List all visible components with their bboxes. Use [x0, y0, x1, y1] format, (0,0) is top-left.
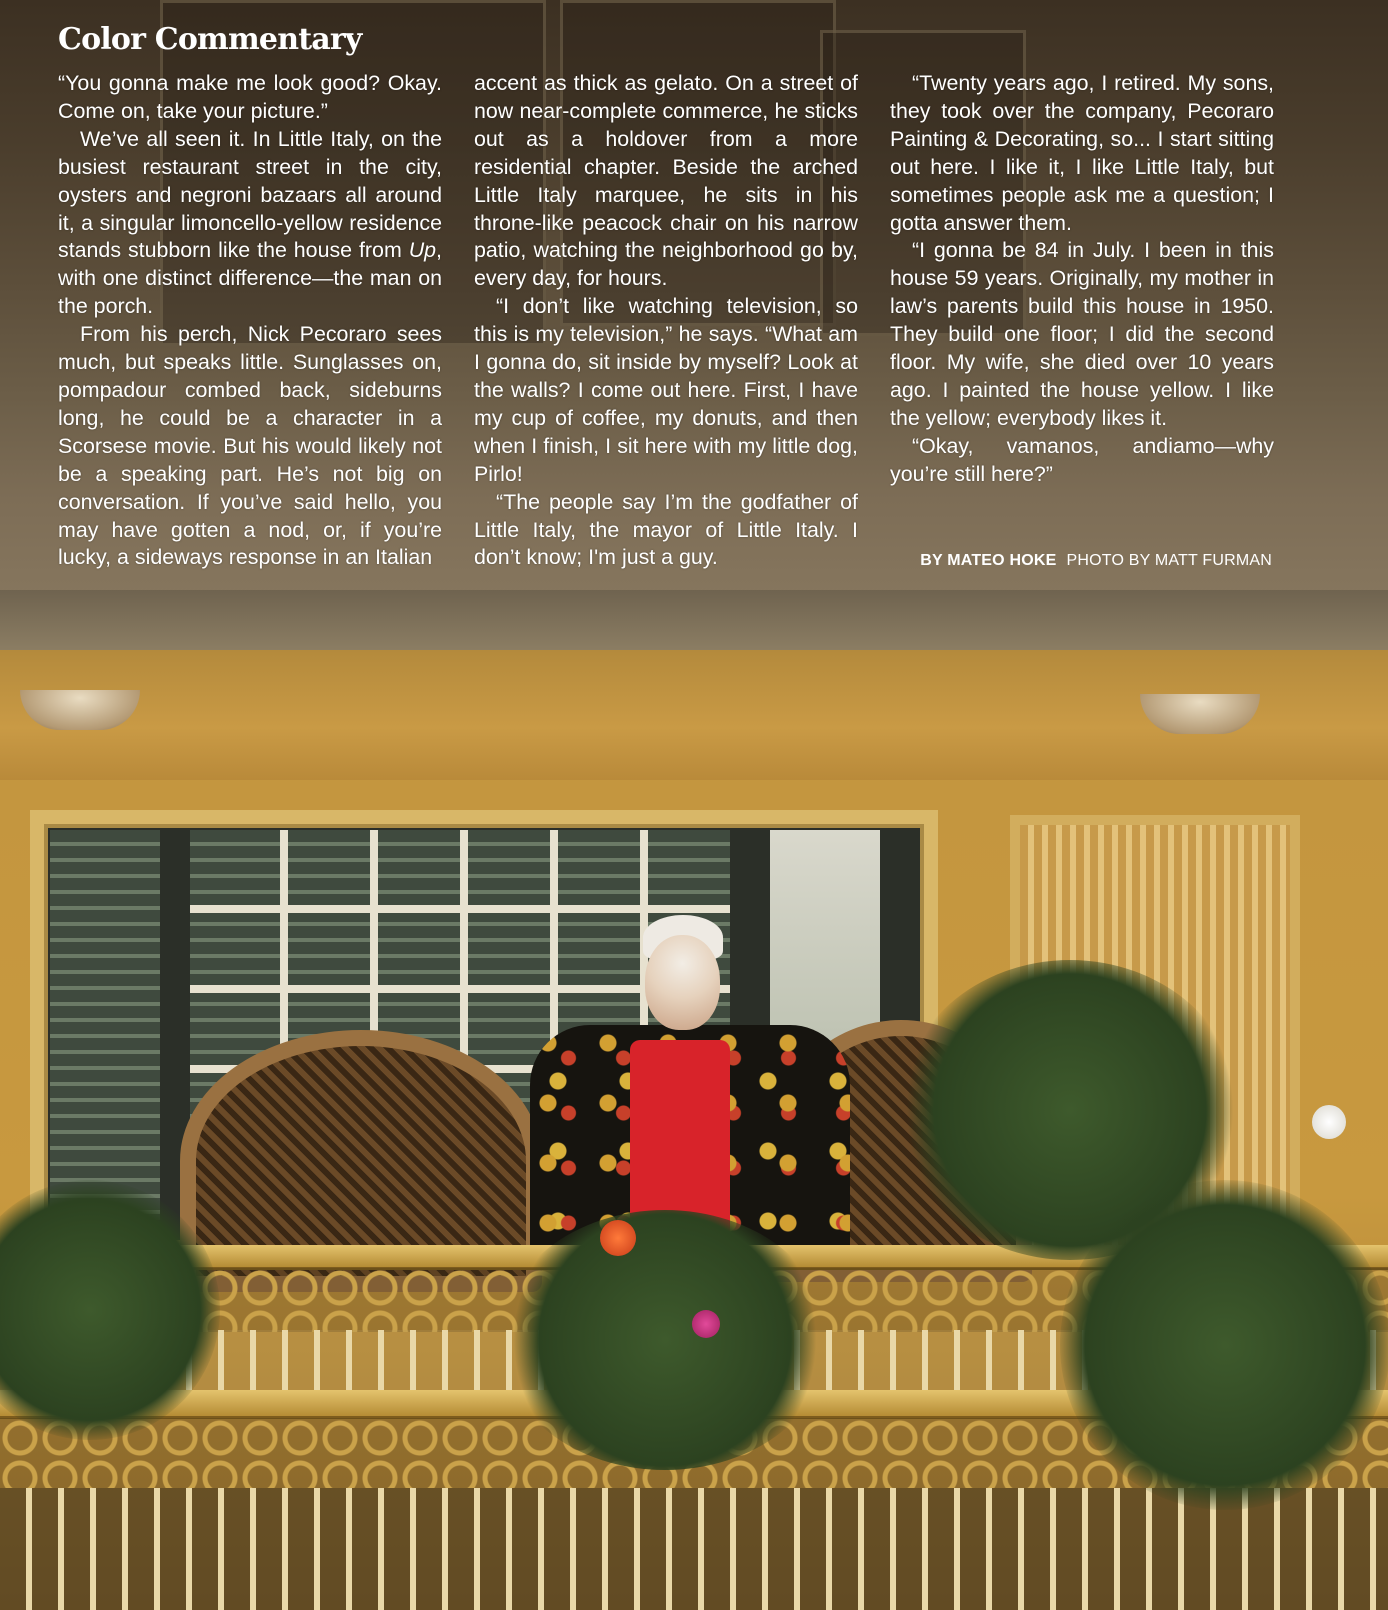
paragraph: “I don’t like watching television, so this is my television,” he says. “What am I gonna do, sit inside by myself? Look at the walls? I come out here. First, I have my cup of coffee, my donuts, and then when I finish, I sit here with my little dog, Pirlo! — [474, 294, 858, 486]
white-rose — [1312, 1105, 1346, 1139]
paragraph: “Okay, vamanos, andiamo—why you’re still here?” — [890, 433, 1274, 486]
paragraph: “The people say I’m the godfather of Little Italy, the mayor of Little Italy. I don’t know; I'm just a guy. — [474, 489, 858, 570]
byline — [920, 552, 1272, 570]
article-column-1 — [58, 70, 442, 572]
paragraph — [58, 126, 442, 321]
article-column-3 — [890, 70, 1274, 489]
paragraph: “Twenty years ago, I retired. My sons, they took over the company, Pecoraro Painting & Decorating, so... I start sitting out here. I like it, I like Little Italy, but sometimes people ask me a question; I gotta answer them. — [890, 71, 1274, 235]
man-face — [645, 935, 720, 1030]
roof-eave — [0, 590, 1388, 650]
paragraph: “I gonna be 84 in July. I been in this house 59 years. Originally, my mother in law’s parents build this house in 1950. They build one floor; I did the second floor. My wife, she died over 10 years ago. I painted the house yellow. I like the yellow; everybody likes it. — [890, 238, 1274, 430]
pink-rose — [692, 1310, 720, 1338]
paragraph-text: , with one distinct difference—the man on the porch. — [58, 238, 442, 319]
paragraph: “You gonna make me look good? Okay. Come on, take your picture.” — [58, 71, 442, 123]
rose-bush-center — [500, 1210, 830, 1470]
author-credit: BY MATEO HOKE — [920, 552, 1057, 569]
side-window-left — [50, 830, 160, 1220]
orange-rose — [600, 1220, 636, 1256]
article-column-2 — [474, 70, 858, 572]
rose-bush-far-right — [1060, 1180, 1388, 1510]
paragraph: accent as thick as gelato. On a street of now near-complete commerce, he sticks out as a holdover from a more residential chapter. Beside the arched Little Italy marquee, he sits in his throne-like peacock chair on his narrow patio, watching the neighborhood go by, every day, for hours. — [474, 71, 858, 291]
railing-balusters-lower — [0, 1488, 1388, 1610]
paragraph-text: We’ve all seen it. In Little Italy, on the busiest restaurant street in the city, oysters and negroni bazaars all around it, a singular limoncello-yellow residence stands stubborn like the house from — [58, 126, 442, 263]
paragraph: From his perch, Nick Pecoraro sees much, but speaks little. Sunglasses on, pompadour combed back, sideburns long, he could be a character in a Scorsese movie. But his would likely not be a speaking part. He’s not big on conversation. If you’ve said hello, you may have gotten a nod, or, if you’re lucky, a sideways response in an Italian — [58, 322, 442, 570]
photo-credit: PHOTO BY MATT FURMAN — [1066, 552, 1272, 569]
italic-title: Up — [408, 238, 437, 263]
window-mullion — [190, 905, 730, 913]
section-title: Color Commentary — [58, 22, 362, 57]
